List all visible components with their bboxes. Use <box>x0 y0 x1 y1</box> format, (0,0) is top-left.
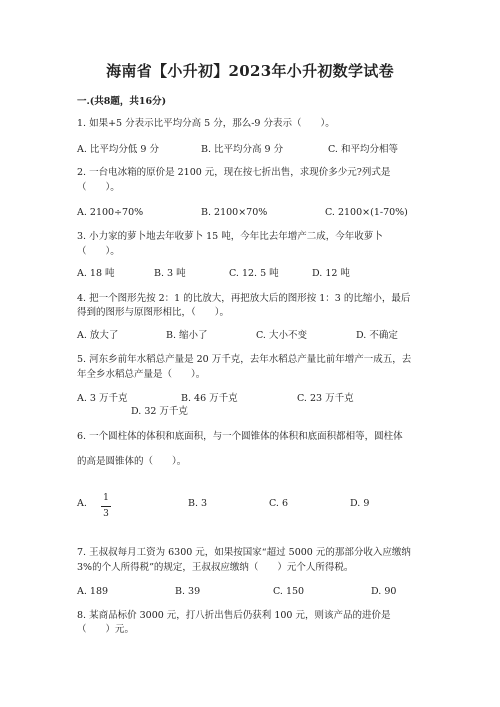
question-text-cont: 的高是圆锥体的（ ）。 <box>77 456 187 467</box>
option-b: B. 2100×70% <box>201 207 268 218</box>
option-a: A. 2100÷70% <box>77 207 144 218</box>
question-text: 8. 某商品标价 3000 元，打八折出售后仍获利 100 元，则该产品的进价是 <box>77 610 391 621</box>
option-c: C. 大小不变 <box>256 330 307 341</box>
option-b: B. 46 万千克 <box>181 393 238 404</box>
question-text-cont: （ ）。 <box>77 246 120 257</box>
option-d: D. 不确定 <box>356 330 398 341</box>
option-c: C. 6 <box>269 498 289 509</box>
question-text: 4. 把一个图形先按 2：1 的比放大，再把放大后的图形按 1：3 的比缩小，最后 <box>77 293 411 304</box>
option-d: D. 12 吨 <box>312 268 350 279</box>
option-d: D. 90 <box>371 586 397 597</box>
option-b: B. 比平均分高 9 分 <box>201 144 284 155</box>
fraction-bar <box>101 506 111 507</box>
option-b: B. 39 <box>175 586 201 597</box>
question-text-cont: 得到的图形与原图形相比，（ ）。 <box>77 307 230 318</box>
option-a: A. 放大了 <box>77 330 119 341</box>
option-d: D. 9 <box>350 498 370 509</box>
question-text: 6. 一个圆柱体的体积和底面积，与一个圆锥体的体积和底面积都相等，圆柱体 <box>77 431 403 442</box>
question-text-cont: （ ）。 <box>77 182 120 193</box>
option-a: A. 18 吨 <box>77 268 115 279</box>
question-text: 7. 王叔叔每月工资为 6300 元，如果按国家“超过 5000 元的那部分收入应缴纳 <box>77 547 411 558</box>
option-b: B. 3 吨 <box>154 268 186 279</box>
page-title: 海南省【小升初】2023年小升初数学试卷 <box>106 62 394 80</box>
question-text: 1. 如果+5 分表示比平均分高 5 分，那么-9 分表示（ ）。 <box>77 118 335 129</box>
option-a: A. 189 <box>77 586 109 597</box>
option-b: B. 缩小了 <box>166 330 208 341</box>
question-text: 3. 小力家的萝卜地去年收萝卜 15 吨，今年比去年增产二成，今年收萝卜 <box>77 231 383 242</box>
option-d: D. 32 万千克 <box>131 406 188 417</box>
option-a: A. 3 万千克 <box>77 393 128 404</box>
option-a: A. <box>77 498 87 509</box>
option-c: C. 和平均分相等 <box>328 144 398 155</box>
option-c: C. 23 万千克 <box>297 393 354 404</box>
option-b: B. 3 <box>188 498 208 509</box>
question-text-cont: 年全乡水稻总产量是（ ）。 <box>77 369 206 380</box>
option-c: C. 12. 5 吨 <box>229 268 279 279</box>
option-c: C. 2100×(1-70%) <box>325 207 408 218</box>
fraction-denominator: 3 <box>103 509 109 519</box>
fraction-numerator: 1 <box>103 493 109 503</box>
section-heading: 一.(共8题，共16分) <box>77 96 167 107</box>
question-text: 5. 河东乡前年水稻总产量是 20 万千克，去年水稻总产量比前年增产一成五，去 <box>77 354 412 365</box>
option-a: A. 比平均分低 9 分 <box>77 144 159 155</box>
fraction-one-third <box>101 494 111 519</box>
question-text-cont: （ ）元。 <box>77 624 135 635</box>
question-text: 2. 一台电冰箱的原价是 2100 元，现在按七折出售，求现价多少元?列式是 <box>77 167 391 178</box>
option-c: C. 150 <box>273 586 305 597</box>
question-text-cont: 3%的个人所得税”的规定，王叔叔应缴纳（ ）元个人所得税。 <box>77 562 354 573</box>
